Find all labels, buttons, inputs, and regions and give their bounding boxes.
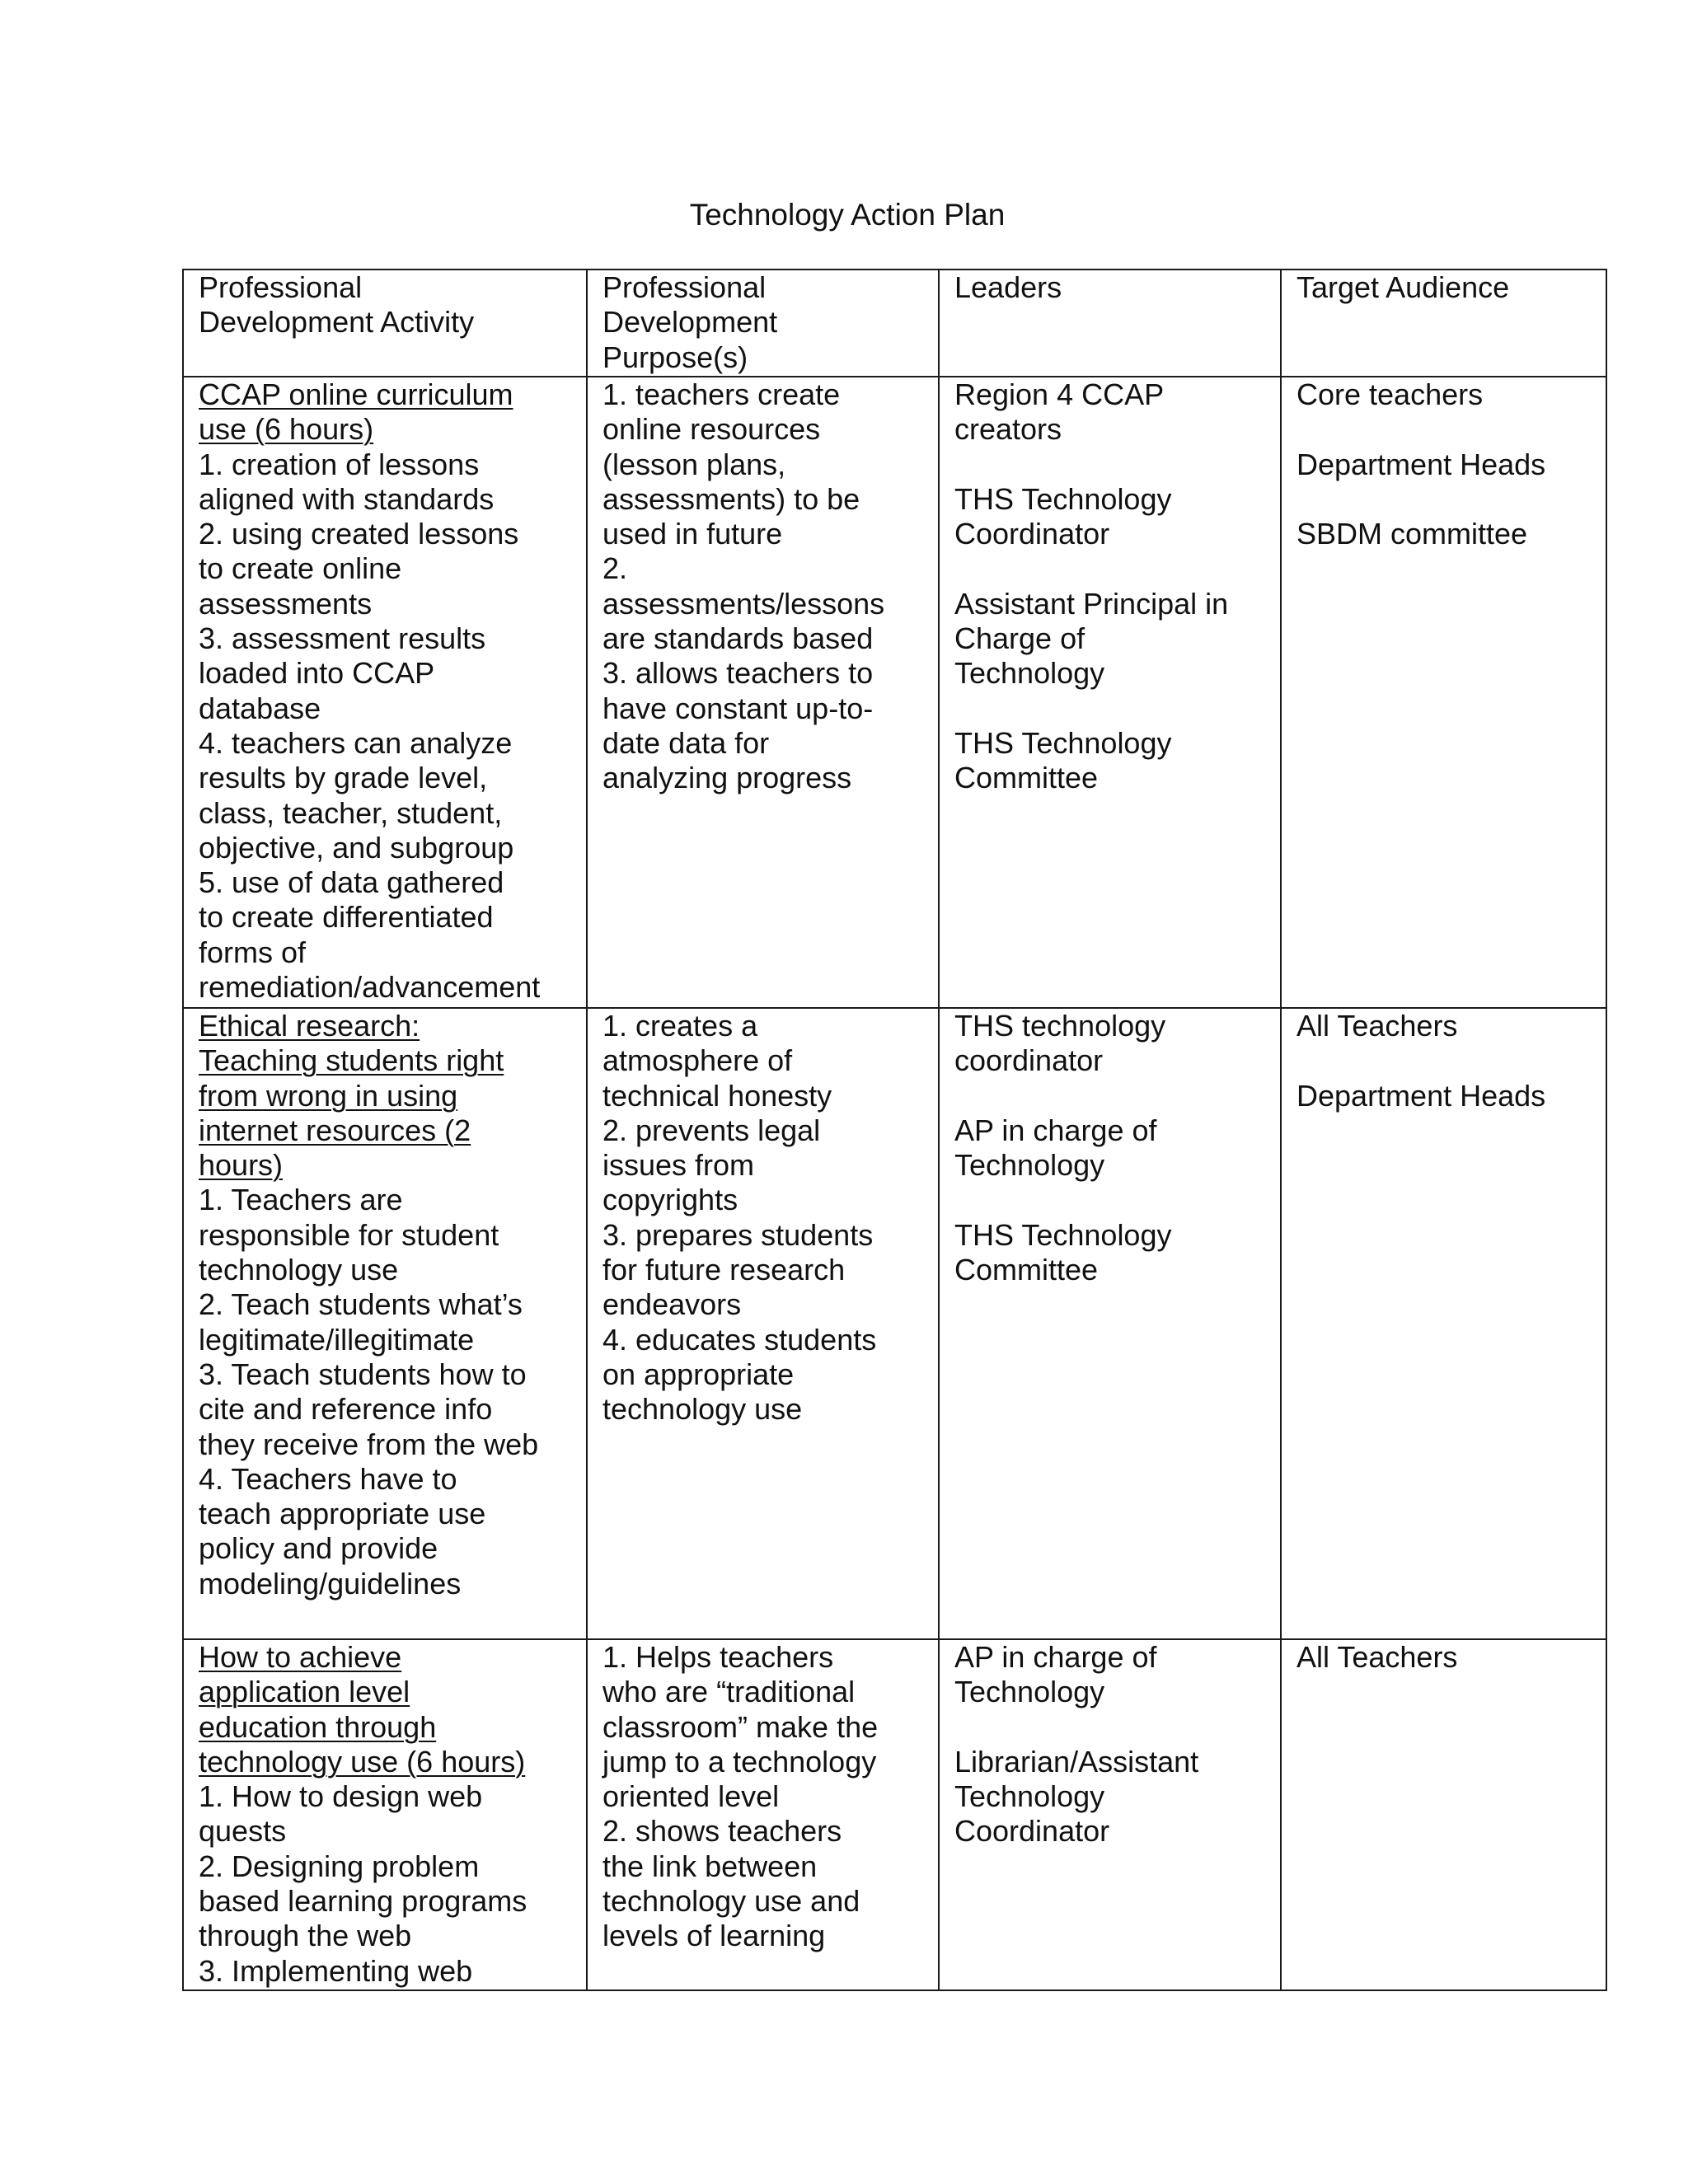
audience-cell [1281, 377, 1606, 1008]
purpose-line: on appropriate [603, 1357, 795, 1391]
activity-item-line: responsible for student [199, 1217, 499, 1252]
activity-item-line: quests [199, 1814, 287, 1849]
leader-line: Coordinator [954, 517, 1110, 551]
header-purpose-line: Development [603, 305, 778, 340]
activity-item-line: 4. Teachers have to [199, 1461, 457, 1496]
activity-cell [183, 1008, 587, 1639]
header-purpose-line: Purpose(s) [603, 340, 748, 374]
activity-item-line: 1. How to design web [199, 1779, 483, 1814]
activity-item-line: legitimate/illegitimate [199, 1322, 475, 1357]
leaders-cell [939, 1639, 1281, 1990]
purpose-line: 4. educates students [603, 1322, 877, 1357]
purpose-line: used in future [603, 517, 783, 551]
leader-line: Region 4 CCAP [954, 377, 1165, 411]
header-audience [1281, 269, 1606, 377]
activity-item-line: results by grade level, [199, 761, 488, 795]
activity-item-line: 2. Teach students what’s [199, 1287, 523, 1322]
header-audience-line: Target Audience [1296, 270, 1510, 304]
audience-cell [1281, 1639, 1606, 1990]
purpose-line: 2. shows teachers [603, 1814, 842, 1849]
leader-line: THS Technology [954, 1217, 1172, 1252]
purpose-line: date data for [603, 725, 770, 760]
line-spacer [954, 691, 1272, 726]
table-row [183, 377, 1606, 1008]
purpose-line: (lesson plans, [603, 447, 786, 481]
activity-title-line: internet resources (2 [199, 1113, 471, 1147]
purpose-line: jump to a technology [603, 1744, 877, 1779]
activity-item-line: 5. use of data gathered [199, 865, 504, 900]
purpose-line: atmosphere of [603, 1043, 793, 1078]
activity-item-line: objective, and subgroup [199, 830, 514, 865]
leader-line: Technology [954, 1779, 1105, 1814]
audience-line: Department Heads [1296, 1078, 1546, 1113]
purpose-line: technical honesty [603, 1078, 832, 1113]
purpose-line: the link between [603, 1849, 818, 1883]
purpose-line: 2. [603, 551, 628, 586]
activity-item-line: database [199, 691, 321, 725]
page-title: Technology Action Plan [689, 198, 1006, 232]
header-leaders-line: Leaders [954, 270, 1062, 304]
activity-title-line: application level [199, 1675, 410, 1709]
header-purpose [587, 269, 939, 377]
purpose-line: analyzing progress [603, 761, 852, 795]
leader-line: Committee [954, 761, 1099, 795]
purpose-line: who are “traditional [603, 1675, 856, 1709]
activity-item-line: 2. using created lessons [199, 517, 519, 551]
activity-item-line: to create online [199, 551, 402, 586]
activity-title-line: use (6 hours) [199, 412, 374, 447]
purpose-line: 1. teachers create [603, 377, 841, 411]
line-spacer [954, 1079, 1272, 1113]
table-header-row [183, 269, 1606, 377]
leader-line: Charge of [954, 621, 1085, 656]
table-row [183, 1008, 1606, 1639]
activity-item-line: 2. Designing problem [199, 1849, 480, 1883]
header-activity-line: Development Activity [199, 305, 475, 340]
activity-item-line: 3. Implementing web [199, 1953, 473, 1988]
activity-item-line: loaded into CCAP [199, 656, 435, 691]
purpose-line: online resources [603, 412, 821, 447]
purpose-line: technology use and [603, 1884, 860, 1919]
purpose-line: are standards based [603, 621, 874, 656]
activity-item-line: 3. assessment results [199, 621, 486, 656]
activity-item-line: modeling/guidelines [199, 1566, 462, 1601]
purpose-line: copyrights [603, 1183, 738, 1217]
leader-line: THS Technology [954, 481, 1172, 516]
activity-item-line: remediation/advancement [199, 970, 541, 1005]
activity-item-line: to create differentiated [199, 900, 494, 935]
activity-item-line: 3. Teach students how to [199, 1357, 527, 1391]
purpose-line: 1. creates a [603, 1009, 758, 1043]
activity-title-line: education through [199, 1709, 437, 1744]
purpose-cell [587, 1639, 939, 1990]
header-purpose-line: Professional [603, 270, 767, 304]
header-activity [183, 269, 587, 377]
audience-cell [1281, 1008, 1606, 1639]
leader-line: Coordinator [954, 1814, 1110, 1849]
purpose-line: assessments) to be [603, 481, 860, 516]
header-activity-line: Professional [199, 270, 363, 304]
activity-item-line: class, teacher, student, [199, 795, 503, 830]
leader-line: coordinator [954, 1043, 1104, 1078]
leader-line: AP in charge of [954, 1113, 1157, 1147]
activity-title-line: Teaching students right [199, 1043, 504, 1078]
activity-item-line: technology use [199, 1253, 399, 1287]
leader-line: THS Technology [954, 725, 1172, 760]
leader-line: Technology [954, 1148, 1105, 1183]
purpose-line: endeavors [603, 1287, 742, 1322]
table-row [183, 1639, 1606, 1990]
purpose-line: oriented level [603, 1779, 780, 1814]
leader-line: Assistant Principal in [954, 586, 1229, 621]
line-spacer [954, 1183, 1272, 1217]
activity-item-line: 1. creation of lessons [199, 447, 480, 481]
activity-title-line: hours) [199, 1148, 284, 1183]
leaders-cell [939, 1008, 1281, 1639]
leader-line: AP in charge of [954, 1640, 1157, 1674]
purpose-cell [587, 1008, 939, 1639]
leader-line: Technology [954, 656, 1105, 691]
purpose-line: technology use [603, 1392, 803, 1427]
audience-line: All Teachers [1296, 1009, 1458, 1043]
line-spacer [954, 448, 1272, 482]
line-spacer [954, 1710, 1272, 1745]
header-leaders [939, 269, 1281, 377]
leader-line: creators [954, 412, 1062, 447]
activity-title-line: from wrong in using [199, 1078, 458, 1113]
activity-item-line: they receive from the web [199, 1427, 539, 1461]
activity-cell [183, 377, 587, 1008]
audience-line: Core teachers [1296, 377, 1484, 411]
activity-title-line: CCAP online curriculum [199, 377, 513, 411]
audience-line: Department Heads [1296, 447, 1546, 481]
activity-item-line: cite and reference info [199, 1392, 493, 1427]
activity-cell [183, 1639, 587, 1990]
purpose-line: for future research [603, 1253, 846, 1287]
purpose-line: levels of learning [603, 1919, 826, 1953]
line-spacer [1296, 482, 1597, 517]
purpose-line: 3. allows teachers to [603, 656, 874, 691]
activity-item-line: 1. Teachers are [199, 1183, 403, 1217]
action-plan-table [182, 269, 1607, 1991]
line-spacer [1296, 1043, 1597, 1078]
activity-title-line: Ethical research: [199, 1009, 420, 1043]
leader-line: Committee [954, 1253, 1099, 1287]
audience-line: All Teachers [1296, 1640, 1458, 1674]
audience-line: SBDM committee [1296, 517, 1528, 551]
purpose-line: classroom” make the [603, 1709, 879, 1744]
leader-line: Technology [954, 1675, 1105, 1709]
leader-line: THS technology [954, 1009, 1166, 1043]
leaders-cell [939, 377, 1281, 1008]
activity-item-line: forms of [199, 935, 307, 969]
activity-item-line: aligned with standards [199, 481, 495, 516]
purpose-line: 1. Helps teachers [603, 1640, 834, 1674]
purpose-line: assessments/lessons [603, 586, 885, 621]
line-spacer [1296, 412, 1597, 447]
line-spacer [954, 551, 1272, 586]
activity-title-line: How to achieve [199, 1640, 402, 1674]
activity-item-line: teach appropriate use [199, 1497, 486, 1531]
purpose-line: issues from [603, 1148, 755, 1183]
purpose-line: have constant up-to- [603, 691, 874, 725]
activity-item-line: 4. teachers can analyze [199, 725, 513, 760]
leader-line: Librarian/Assistant [954, 1744, 1199, 1779]
activity-item-line: policy and provide [199, 1531, 438, 1566]
activity-item-line: based learning programs [199, 1884, 528, 1919]
purpose-line: 2. prevents legal [603, 1113, 821, 1147]
activity-item-line: through the web [199, 1919, 412, 1953]
purpose-line: 3. prepares students [603, 1217, 874, 1252]
purpose-cell [587, 377, 939, 1008]
activity-title-line: technology use (6 hours) [199, 1744, 526, 1779]
activity-item-line: assessments [199, 586, 373, 621]
